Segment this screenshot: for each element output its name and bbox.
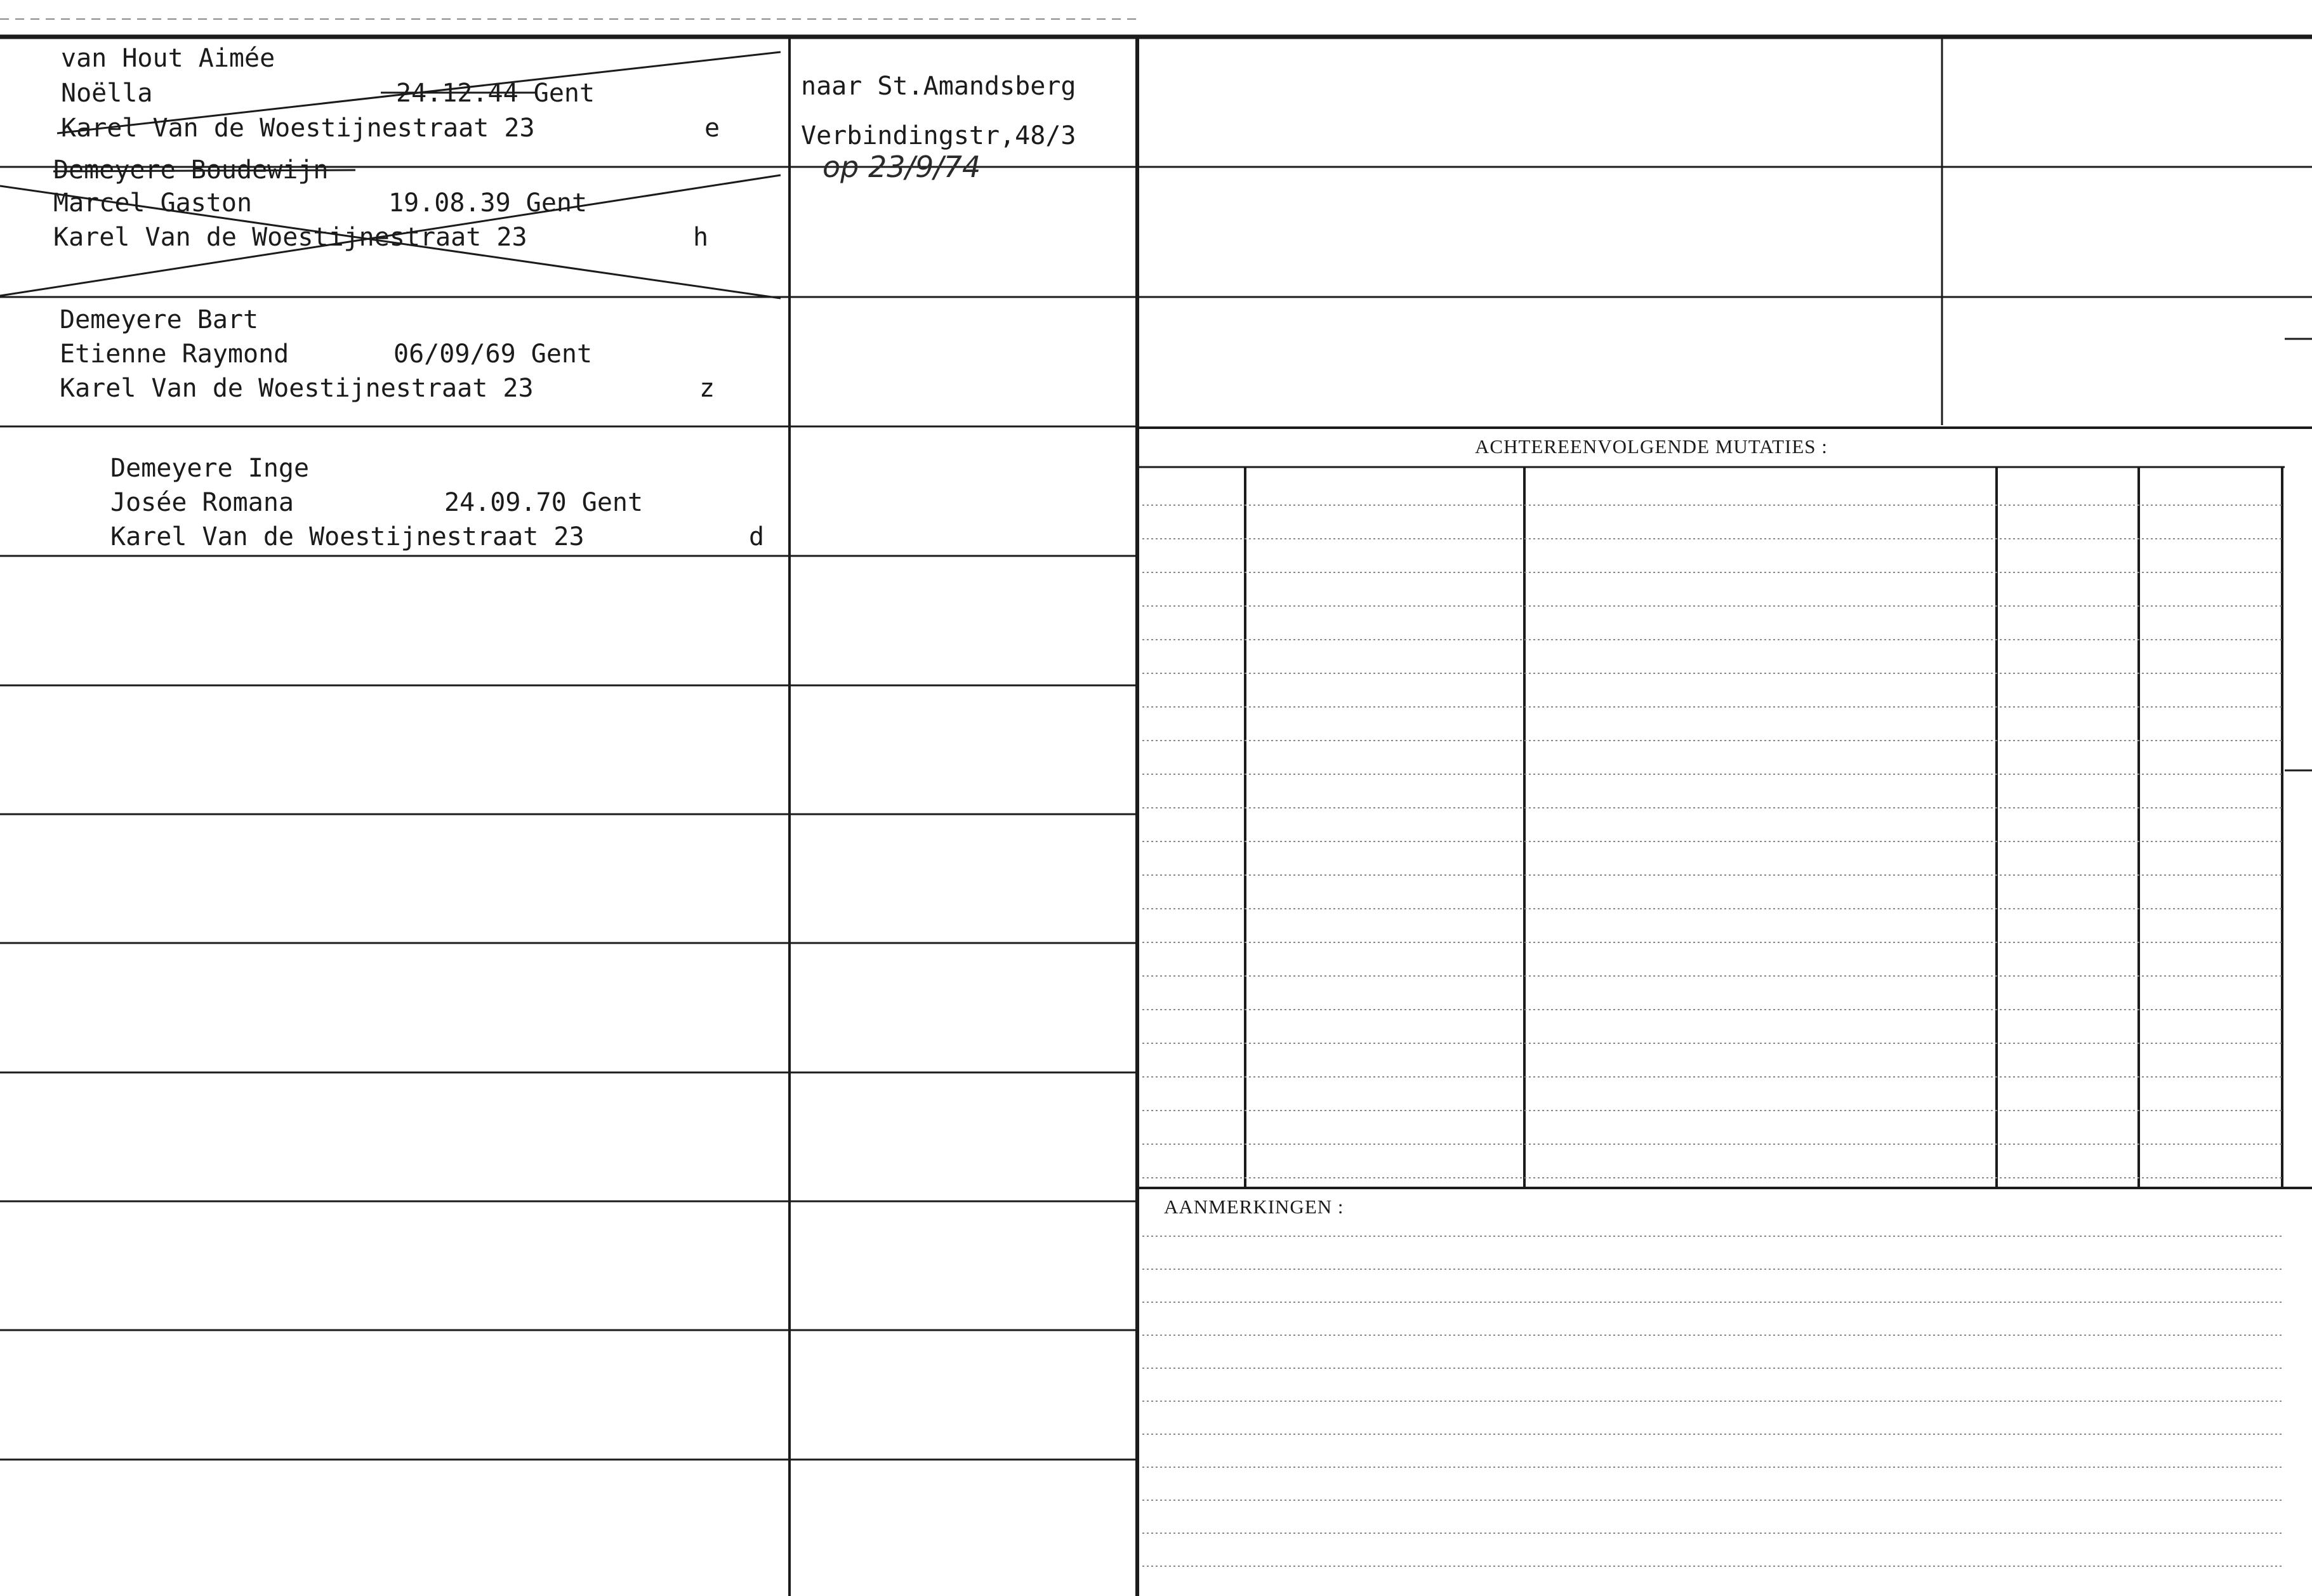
resident-birth: 06/09/69 Gent: [393, 340, 593, 369]
relocation-destination: naar St.Amandsberg: [801, 72, 1076, 101]
resident-address: Karel Van de Woestijnestraat 23: [60, 374, 534, 403]
resident-name: Demeyere Inge: [110, 454, 310, 483]
remarks-heading: AANMERKINGEN :: [1164, 1196, 1344, 1218]
resident-address: Karel Van de Woestijnestraat 23: [61, 114, 535, 143]
resident-address: Karel Van de Woestijnestraat 23: [110, 522, 585, 551]
resident-address: Karel Van de Woestijnestraat 23: [53, 223, 527, 252]
resident-name: van Hout Aimée: [61, 44, 275, 73]
resident-birth: 19.08.39 Gent: [388, 188, 588, 218]
resident-birth: 24.12.44 Gent: [396, 79, 595, 108]
resident-code: d: [749, 522, 765, 551]
relocation-street: Verbindingstr,48/3: [801, 121, 1076, 150]
resident-name: Demeyere Bart: [60, 305, 259, 334]
mutations-heading: ACHTEREENVOLGENDE MUTATIES :: [1475, 435, 1828, 458]
resident-given-names: Josée Romana: [110, 488, 294, 517]
resident-birth: 24.09.70 Gent: [444, 488, 644, 517]
resident-name: Demeyere Boudewijn: [53, 155, 329, 185]
resident-code: e: [704, 114, 720, 143]
resident-given-names: Marcel Gaston: [53, 188, 253, 218]
relocation-date: op 23/9/74: [822, 150, 981, 184]
resident-given-names: Noëlla: [61, 79, 153, 108]
resident-given-names: Etienne Raymond: [60, 340, 289, 369]
resident-code: z: [699, 374, 715, 403]
resident-code: h: [693, 223, 709, 252]
